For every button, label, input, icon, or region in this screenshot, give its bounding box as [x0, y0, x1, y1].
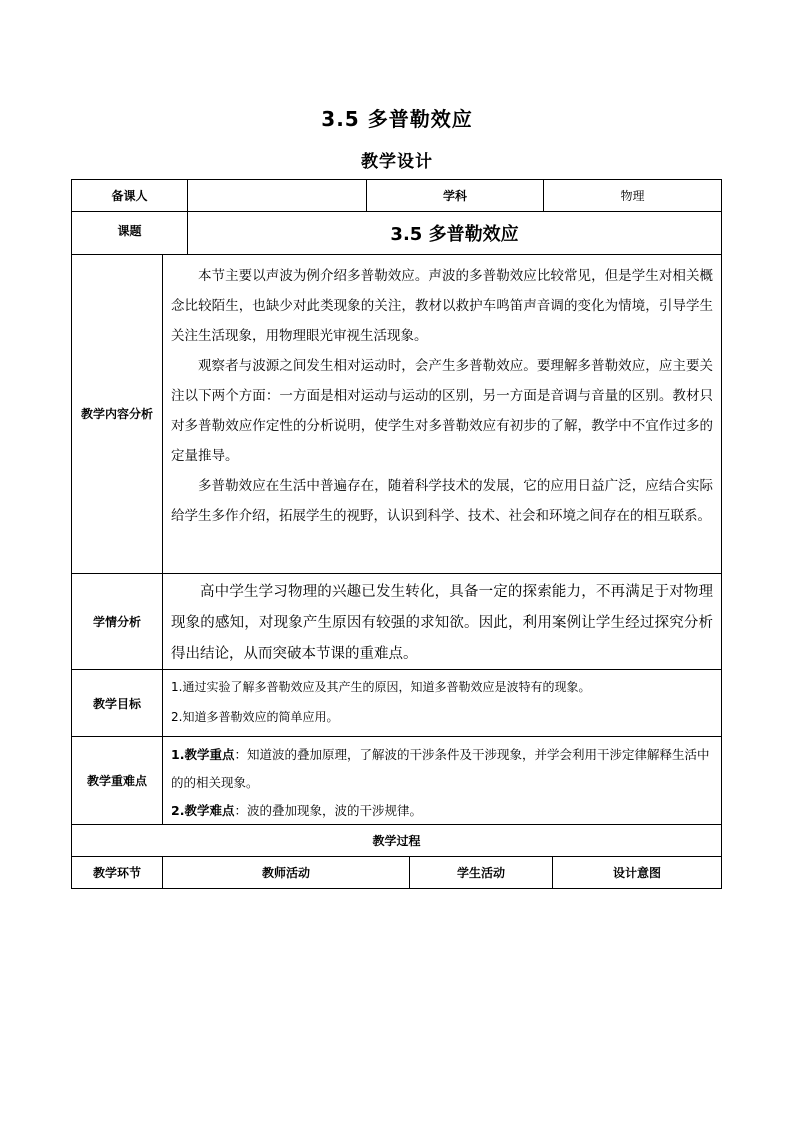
subject-label: 学科 [366, 179, 544, 212]
key-point-text: ：知道波的叠加原理，了解波的干涉条件及干涉现象，并学会利用干涉定律解释生活中的的相关现象。 [171, 747, 710, 790]
preparer-value [187, 179, 367, 212]
document-subtitle: 教学设计 [361, 152, 433, 172]
process-column-header: 教学环节 [71, 856, 163, 889]
preparer-label: 备课人 [71, 179, 188, 212]
objectives-label: 教学目标 [71, 669, 163, 737]
document-title: 3.5 多普勒效应 [321, 107, 473, 131]
process-column-header: 教师活动 [162, 856, 410, 889]
content-analysis-body [162, 254, 722, 574]
content-analysis-label: 教学内容分析 [71, 254, 163, 574]
key-points-label: 教学重难点 [71, 736, 163, 825]
student-analysis-label: 学情分析 [71, 573, 163, 670]
subject-value: 物理 [543, 179, 722, 212]
student-analysis-text: 高中学生学习物理的兴趣已发生转化，具备一定的探索能力，不再满足于对物理现象的感知，对现象产生原因有较强的求知欲。因此，利用案例让学生经过探究分析得出结论，从而突破本节课的重难点。 [171, 584, 713, 662]
objectives-body [162, 669, 722, 737]
process-column-header: 学生活动 [409, 856, 553, 889]
process-column-header: 设计意图 [552, 856, 722, 889]
objective-item: 1.通过实验了解多普勒效应及其产生的原因，知道多普勒效应是波特有的现象。 [171, 680, 591, 694]
content-analysis-paragraph: 本节主要以声波为例介绍多普勒效应。声波的多普勒效应比较常见，但是学生对相关概念比较陌生，也缺少对此类现象的关注，教材以救护车鸣笛声音调的变化为情境，引导学生关注生活现象，用物理眼光审视生活现象。 [171, 268, 713, 344]
difficult-point-heading: 2.教学难点 [171, 803, 235, 818]
topic-label: 课题 [71, 211, 188, 255]
difficult-point-item [171, 797, 713, 825]
topic-value: 3.5 多普勒效应 [187, 211, 722, 255]
difficult-point-text: ：波的叠加现象，波的干涉规律。 [234, 803, 422, 818]
key-points-body [162, 736, 722, 825]
key-point-item [171, 741, 713, 797]
process-heading: 教学过程 [71, 824, 722, 857]
student-analysis-body [162, 573, 722, 670]
key-point-heading: 1.教学重点 [171, 747, 235, 762]
content-analysis-paragraph: 观察者与波源之间发生相对运动时，会产生多普勒效应。要理解多普勒效应，应主要关注以下两个方面：一方面是相对运动与运动的区别，另一方面是音调与音量的区别。教材只对多普勒效应作定性的分析说明，使学生对多普勒效应有初步的了解，教学中不宜作过多的定量推导。 [171, 358, 713, 464]
content-analysis-paragraph: 多普勒效应在生活中普遍存在，随着科学技术的发展，它的应用日益广泛，应结合实际给学生多作介绍，拓展学生的视野，认识到科学、技术、社会和环境之间存在的相互联系。 [171, 478, 713, 524]
objective-item: 2.知道多普勒效应的简单应用。 [171, 710, 339, 724]
